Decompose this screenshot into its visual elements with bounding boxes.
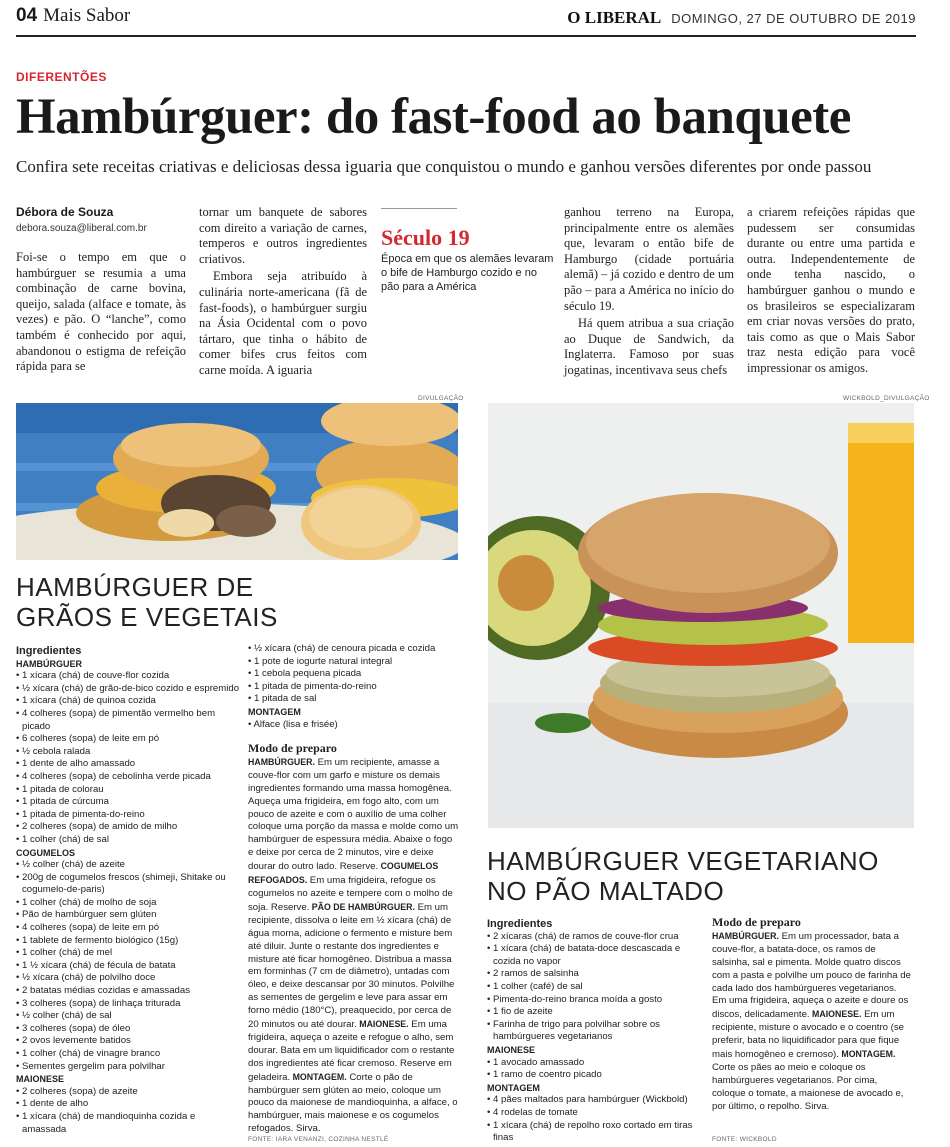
ingredient-item: • 1 pitada de pimenta-do-reino xyxy=(16,809,241,822)
ingredient-item: • 1 pitada de pimenta-do-reino xyxy=(248,681,463,694)
article-paragraph: a criarem refeições rápidas que pudessem ser consumidas durante ou entre uma partida e outra. Independentemente de onde tenha nascido, o hambúrguer ganhou o mundo e os brasileiros se especializaram em criar novas versões do prato, tais como as que o Mais Sabor traz nesta edição para você impressionar os amigos. xyxy=(747,205,915,375)
recipe-1-title xyxy=(16,572,278,632)
author-email: debora.souza@liberal.com.br xyxy=(16,223,147,234)
deck: Confira sete receitas criativas e deliciosas dessa iguaria que conquistou o mundo e ganhou versões diferentes por onde passou xyxy=(16,157,872,176)
page-number: 04 xyxy=(16,5,38,26)
recipe-1-source: FONTE: IARA VENANZI, COZINHA NESTLÉ xyxy=(248,1136,389,1143)
ingredients-heading: Ingredientes xyxy=(16,645,82,657)
ingredient-item: • 1 xícara (chá) de couve-flor cozida xyxy=(16,670,241,683)
ingredient-item: • 1 pitada de cúrcuma xyxy=(16,796,241,809)
ingredient-item: • ½ xícara (chá) de cenoura picada e cozida xyxy=(248,643,463,656)
ingredient-item: • 1 ramo de coentro picado xyxy=(487,1069,702,1082)
recipe-title-line: NO PÃO MALTADO xyxy=(487,876,725,906)
page-header-right xyxy=(567,8,916,28)
ingredients-heading: Ingredientes xyxy=(487,918,553,930)
recipe-1-ingredients xyxy=(16,643,241,1136)
ingredients-subheading: MAIONESE xyxy=(16,1074,65,1085)
recipe-2-title xyxy=(487,846,879,906)
article-paragraph: Embora seja atribuído à culinária norte-americana (fã de fast-foods), o hambúrguer surgiu na Ásia Ocidental com o povo tártaro, que tinha o hábito de comer bifes crus feitos com carne moída. A iguaria xyxy=(199,269,367,377)
recipe-2-method xyxy=(712,916,912,1114)
recipe-1-method xyxy=(248,742,460,1136)
ingredient-item: • Farinha de trigo para polvilhar sobre os hambúrgueres vegetarianos xyxy=(487,1019,702,1044)
vegetarian-burger-illustration xyxy=(488,403,914,828)
burger-photo-2 xyxy=(488,403,914,828)
ingredient-item: • 2 xícaras (chá) de ramos de couve-flor crua xyxy=(487,931,702,944)
ingredient-item: • 1 dente de alho amassado xyxy=(16,758,241,771)
ingredient-item: • 1 cebola pequena picada xyxy=(248,668,463,681)
ingredient-item: • 1 colher (chá) de molho de soja xyxy=(16,897,241,910)
article-column-4 xyxy=(564,205,734,381)
ingredient-item: • 1 dente de alho xyxy=(16,1098,241,1111)
ingredient-item: • 2 colheres (sopa) de amido de milho xyxy=(16,821,241,834)
ingredient-item: • 1 colher (chá) de sal xyxy=(16,834,241,847)
ingredient-item: • 1 xícara (chá) de mandioquinha cozida e amassada xyxy=(16,1111,241,1136)
ingredient-item: • 1 fio de azeite xyxy=(487,1006,702,1019)
ingredient-item: • 2 batatas médias cozidas e amassadas xyxy=(16,985,241,998)
photo-credit: DIVULGAÇÃO xyxy=(418,395,464,402)
ingredient-item: • Alface (lisa e frisée) xyxy=(248,719,463,732)
article-column-2 xyxy=(199,205,367,381)
ingredients-subheading: MAIONESE xyxy=(487,1044,536,1055)
ingredient-item: • 1 colher (café) de sal xyxy=(487,981,702,994)
ingredient-item: • 4 colheres (sopa) de cebolinha verde picada xyxy=(16,771,241,784)
recipe-title-line: GRÃOS E VEGETAIS xyxy=(16,602,278,632)
ingredient-item: • ½ cebola ralada xyxy=(16,746,241,759)
ingredient-item: • 1 colher (chá) de vinagre branco xyxy=(16,1048,241,1061)
ingredient-item: • 2 ramos de salsinha xyxy=(487,968,702,981)
ingredient-item: • 1 pote de iogurte natural integral xyxy=(248,656,463,669)
recipe-1-ingredients-cont xyxy=(248,643,463,731)
ingredient-item: • 200g de cogumelos frescos (shimeji, Shitake ou cogumelo-de-paris) xyxy=(16,872,241,897)
article-paragraph: Foi-se o tempo em que o hambúrguer se resumia a uma combinação de carne bovina, queijo, salada (alface e tomate, às vezes) e pão. O “lanche”, como também é conhecido por aqui, abandonou o estigma de refeição rápida para se xyxy=(16,250,186,374)
ingredients-subheading: HAMBÚRGUER xyxy=(16,658,82,669)
ingredient-item: • 1 colher (chá) de mel xyxy=(16,947,241,960)
publication-date: DOMINGO, 27 DE OUTUBRO DE 2019 xyxy=(671,11,916,26)
ingredients-subheading: MONTAGEM xyxy=(487,1082,540,1093)
article-paragraph: Há quem atribua a sua criação ao Duque de Sandwich, da Inglaterra. Famoso por suas jogatinas, incentivava seus chefs xyxy=(564,316,734,377)
pull-quote-title: Século 19 xyxy=(381,225,470,250)
page-header-left xyxy=(16,5,130,27)
ingredient-item: • 4 colheres (sopa) de pimentão vermelho bem picado xyxy=(16,708,241,733)
ingredient-item: • 1 xícara (chá) de batata-doce descascada e cozida no vapor xyxy=(487,943,702,968)
ingredient-item: • 2 colheres (sopa) de azeite xyxy=(16,1086,241,1099)
header-rule xyxy=(16,35,916,37)
kicker: DIFERENTÕES xyxy=(16,70,107,84)
recipe-title-line: HAMBÚRGUER VEGETARIANO xyxy=(487,846,879,876)
method-heading: Modo de preparo xyxy=(712,915,801,929)
ingredient-item: • 1 avocado amassado xyxy=(487,1057,702,1070)
ingredient-item: • Pão de hambúrguer sem glúten xyxy=(16,909,241,922)
ingredient-item: • 2 ovos levemente batidos xyxy=(16,1035,241,1048)
ingredient-item: • 6 colheres (sopa) de leite em pó xyxy=(16,733,241,746)
ingredient-item: • ½ colher (chá) de sal xyxy=(16,1010,241,1023)
author-name: Débora de Souza xyxy=(16,205,114,219)
ingredient-item: • ½ xícara (chá) de grão-de-bico cozido e espremido xyxy=(16,683,241,696)
article-paragraph: tornar um banquete de sabores com direito a variação de carnes, temperos e outros ingredientes criativos. xyxy=(199,205,367,266)
ingredient-item: • 1 xícara (chá) de repolho roxo cortado em tiras finas xyxy=(487,1120,702,1145)
recipe-title-line: HAMBÚRGUER DE xyxy=(16,572,254,602)
ingredient-item: • 4 colheres (sopa) de leite em pó xyxy=(16,922,241,935)
burger-illustration xyxy=(16,403,458,560)
ingredient-item: • 1 pitada de sal xyxy=(248,693,463,706)
headline: Hambúrguer: do fast-food ao banquete xyxy=(16,89,851,145)
ingredient-item: • Pimenta-do-reino branca moída a gosto xyxy=(487,994,702,1007)
pull-quote-text: Época em que os alemães levaram o bife de Hamburgo cozido e no pão para a América xyxy=(381,253,554,293)
ingredient-item: • 3 colheres (sopa) de linhaça triturada xyxy=(16,998,241,1011)
ingredient-item: • 4 pães maltados para hambúrguer (Wickbold) xyxy=(487,1094,702,1107)
method-text: HAMBÚRGUER. Em um recipiente, amasse a couve-flor com um garfo e misture os demais ingredientes formando uma massa homogênea. Aqueça uma frigideira, em fogo alto, com um pouco de azeite e com o auxílio de uma colher coloque uma porção da massa e molde como um hambúrguer de espessura média. Abaixe o fogo e deixe por cerca de 2 minutos, vire e deixe dourar do outro lado. Reserve. COGUMELOS REFOGADOS. Em uma frigideira, refogue os cogumelos no azeite e tempere com o molho de soja. Reserve. PÃO DE HAMBÚRGUER. Em um recipiente, dissolva o leite em ½ xícara (chá) de água morna, adicione o fermento e misture bem até diluir. Junte o restante dos ingredientes e misture até ficar homogêneo. Distribua a massa em forminhas (7 cm de diâmetro), untadas com óleo, e deixe descansar por 30 minutos. Polvilhe as sementes de gergelim e leve para assar em forno médio (180°C), preaquecido, por cerca de 20 minutos ou até dourar. MAIONESE. Em uma frigideira, aqueça o azeite e refogue o alho, sem dourar. Bata em um liquidificador com o restante dos ingredientes até ficar cremoso. Reserve em geladeira. MONTAGEM. Corte o pão de hambúrguer sem glúten ao meio, coloque um pouco da maionese de mandioquinha, a alface, o hambúrguer, mais maionese e os cogumelos refogados. Sirva. xyxy=(248,756,459,1135)
ingredients-subheading: MONTAGEM xyxy=(248,706,301,717)
ingredient-item: • Sementes gergelim para polvilhar xyxy=(16,1061,241,1074)
ingredient-item: • 1 pitada de colorau xyxy=(16,784,241,797)
ingredient-item: • 4 rodelas de tomate xyxy=(487,1107,702,1120)
ingredient-item: • ½ colher (chá) de azeite xyxy=(16,859,241,872)
ingredients-subheading: COGUMELOS xyxy=(16,847,76,858)
section-name: Mais Sabor xyxy=(43,5,131,26)
article-paragraph: ganhou terreno na Europa, principalmente entre os alemães que, levaram o então bife de Hamburgo (cidade portuária alemã) – já cozido e dentro de um pão – para a América no início do século 19. xyxy=(564,205,734,313)
ingredient-item: • 1 ½ xícara (chá) de fécula de batata xyxy=(16,960,241,973)
ingredient-item: • 1 xícara (chá) de quinoa cozida xyxy=(16,695,241,708)
recipe-2-source: FONTE: WICKBOLD xyxy=(712,1136,777,1143)
pull-quote-rule xyxy=(381,208,457,209)
burger-photo-1 xyxy=(16,403,458,560)
ingredient-item: • 3 colheres (sopa) de óleo xyxy=(16,1023,241,1036)
method-heading: Modo de preparo xyxy=(248,741,337,755)
newspaper-logo: O LIBERAL xyxy=(567,8,662,27)
article-column-5 xyxy=(747,205,915,379)
recipe-2-ingredients xyxy=(487,916,702,1145)
ingredient-item: • ½ xícara (chá) de polvilho doce xyxy=(16,972,241,985)
method-text: HAMBÚRGUER. Em um processador, bata a couve-flor, a batata-doce, os ramos de salsinha, sal e pimenta. Molde quatro discos com a pasta e polvilhe um pouco de farinha de cada lado dos hambúrgueres vegetarianos. Em uma frigideira, aqueça o azeite e doure os discos, delicadamente. MAIONESE. Em um recipiente, misture o avocado e o coentro (se preferir, bata no liquidificador para que fique mais homogêneo e cremoso). MONTAGEM. Corte os pães ao meio e coloque os hambúrgueres vegetarianos. Por cima, coloque o tomate, a maionese de avocado e, por último, o repolho. Sirva. xyxy=(712,930,911,1112)
article-column-1 xyxy=(16,250,186,377)
ingredient-item: • 1 tablete de fermento biológico (15g) xyxy=(16,935,241,948)
photo-credit: WICKBOLD_DIVULGAÇÃO xyxy=(843,395,930,402)
